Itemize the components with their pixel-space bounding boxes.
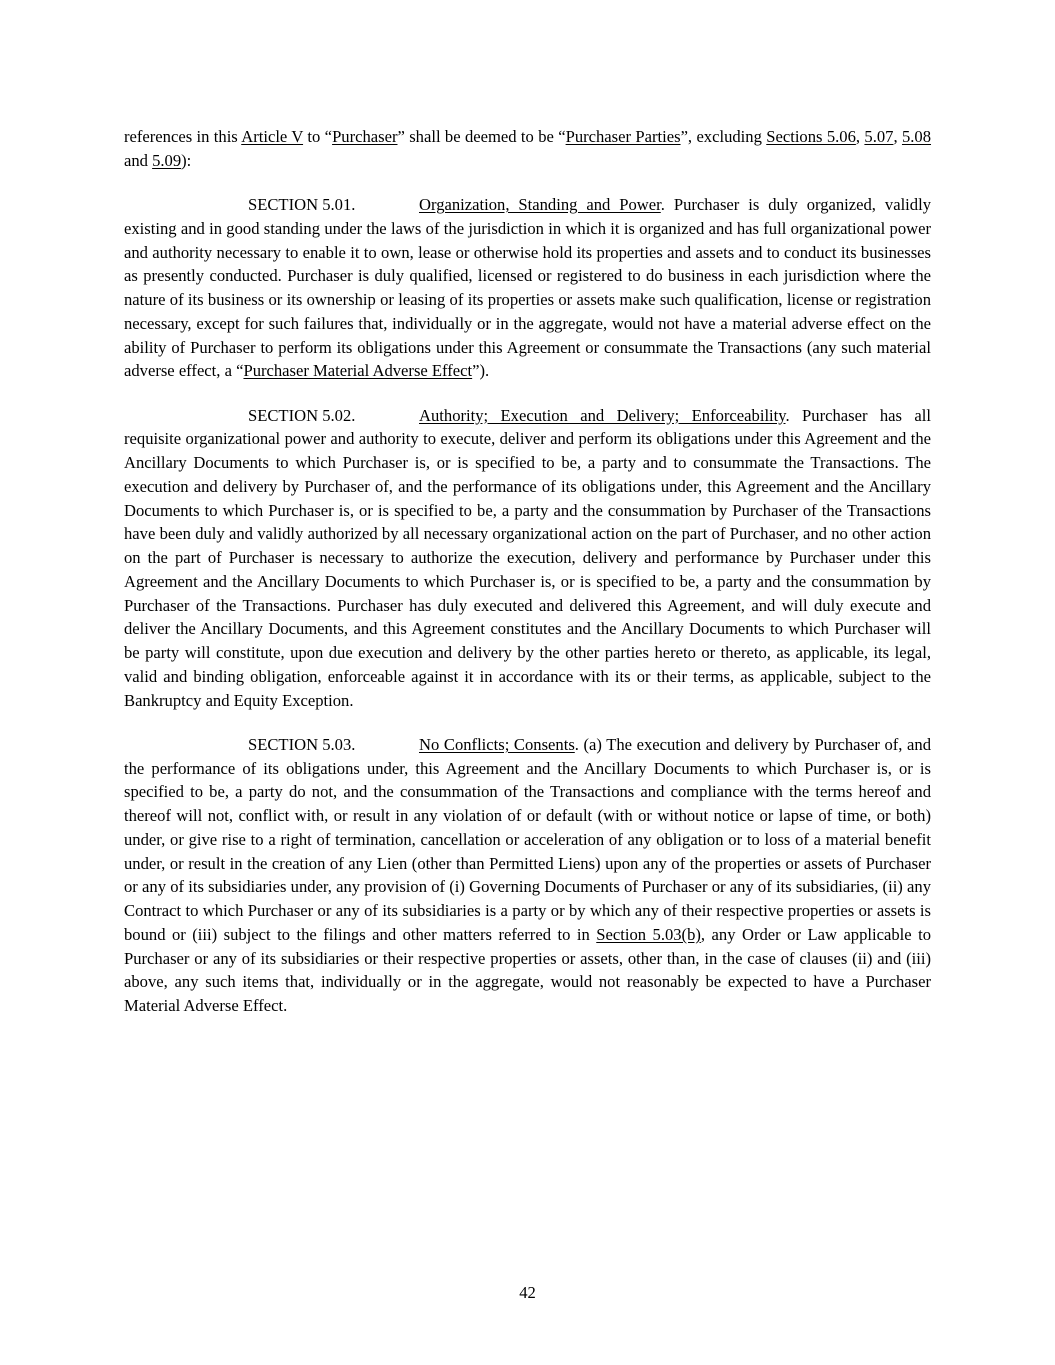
body-text: to “ bbox=[303, 127, 333, 146]
body-text: , bbox=[893, 127, 902, 146]
body-text: , any Order or Law applicable to Purchaser or any of its subsidiaries or their respective properties or assets, other than, in the case of clauses (ii) and (iii) above, any such items that, individually or in the aggregate, would not reasonably be expected to have a Purchaser Material Adverse Effect. bbox=[124, 924, 932, 1015]
document-body bbox=[124, 125, 931, 1038]
body-text: ”). bbox=[472, 361, 490, 381]
body-text: . (a) The execution and delivery by Purchaser of, and the performance of its obligations under, this Agreement and the Ancillary Documents to which Purchaser is, or is specified to be, a party do not, and the consummation of the Transactions and compliance with the terms hereof and thereof will not, conflict with, or result in any violation of or default (with or without notice or lapse of time, or both) under, or give rise to a right of termination, cancellation or acceleration of any obligation or to loss of a material benefit under, or result in the creation of any Lien (other than Permitted Liens) upon any of the properties or assets of Purchaser or any of its subsidiaries under, any provision of (i) Governing Documents of Purchaser or any of its subsidiaries, (ii) any Contract to which Purchaser or any of its subsidiaries is a party or by which any of their respective properties or assets is bound or (iii) subject to the filings and other matters referred to in bbox=[124, 734, 931, 944]
section-heading: Organization, Standing and Power bbox=[419, 195, 661, 214]
section-number: SECTION 5.03. bbox=[248, 734, 356, 754]
intro-paragraph bbox=[124, 125, 931, 173]
body-text: ): bbox=[181, 150, 192, 170]
cross-reference: 5.07 bbox=[864, 127, 894, 146]
section-paragraph bbox=[124, 404, 931, 713]
cross-reference: Purchaser bbox=[332, 127, 398, 146]
body-text: . Purchaser is duly organized, validly existing and in good standing under the laws of the jurisdiction in which it is organized and has full organizational power and authority necessary to enable it to own, lease or otherwise hold its properties and assets and to conduct its businesses as presently conducted. Purchaser is duly qualified, licensed or registered to do business in each jurisdiction where the nature of its business or its ownership or leasing of its properties or assets make such qualification, license or registration necessary, except for such failures that, individually or in the aggregate, would not have a material adverse effect on the ability of Purchaser to perform its obligations under this Agreement or consummate the Transactions (any such material adverse effect, a “ bbox=[124, 195, 931, 381]
section-paragraph bbox=[124, 733, 931, 1018]
page-number: 42 bbox=[519, 1283, 536, 1302]
cross-reference: 5.09 bbox=[152, 150, 182, 170]
section-number: SECTION 5.01. bbox=[248, 195, 356, 214]
cross-reference: 5.08 bbox=[901, 127, 932, 146]
body-text: and bbox=[124, 150, 153, 170]
cross-reference: Section 5.03(b) bbox=[596, 924, 701, 944]
section-number: SECTION 5.02. bbox=[248, 405, 356, 425]
cross-reference: Sections 5.06 bbox=[766, 127, 856, 146]
section-heading: No Conflicts; Consents bbox=[419, 734, 575, 754]
cross-reference: Article V bbox=[241, 127, 304, 146]
body-text: references in this bbox=[124, 127, 242, 146]
cross-reference: Purchaser Parties bbox=[565, 127, 681, 146]
section-paragraph bbox=[124, 193, 931, 383]
body-text: , bbox=[855, 127, 865, 146]
body-text: . Purchaser has all requisite organizational power and authority to execute, deliver and perform its obligations under this Agreement and the Ancillary Documents to which Purchaser is, or is specified to be, a party and to consummate the Transactions. The execution and delivery by Purchaser of, and the performance of its obligations under, this Agreement and the Ancillary Documents to which Purchaser is, or is specified to be, a party and the consummation by Purchaser of the Transactions have been duly and validly authorized by all necessary organizational action on the part of Purchaser, and no other action on the part of Purchaser is necessary to authorize the execution, delivery and performance by Purchaser under this Agreement and the Ancillary Documents to which Purchaser is, or is specified to be, a party and the consummation by Purchaser of the Transactions. Purchaser has duly executed and delivered this Agreement, and will duly execute and deliver the Ancillary Documents, and this Agreement constitutes and the Ancillary Documents to which Purchaser will be party will constitute, upon due execution and delivery by the other parties hereto or thereto, as applicable, its legal, valid and binding obligation, enforceable against it in accordance with its or their terms, as applicable, subject to the Bankruptcy and Equity Exception. bbox=[124, 405, 931, 710]
cross-reference: Purchaser Material Adverse Effect bbox=[243, 361, 473, 381]
section-heading: Authority; Execution and Delivery; Enforceability bbox=[419, 405, 786, 425]
body-text: ”, excluding bbox=[680, 127, 767, 146]
body-text: ” shall be deemed to be “ bbox=[397, 127, 566, 146]
